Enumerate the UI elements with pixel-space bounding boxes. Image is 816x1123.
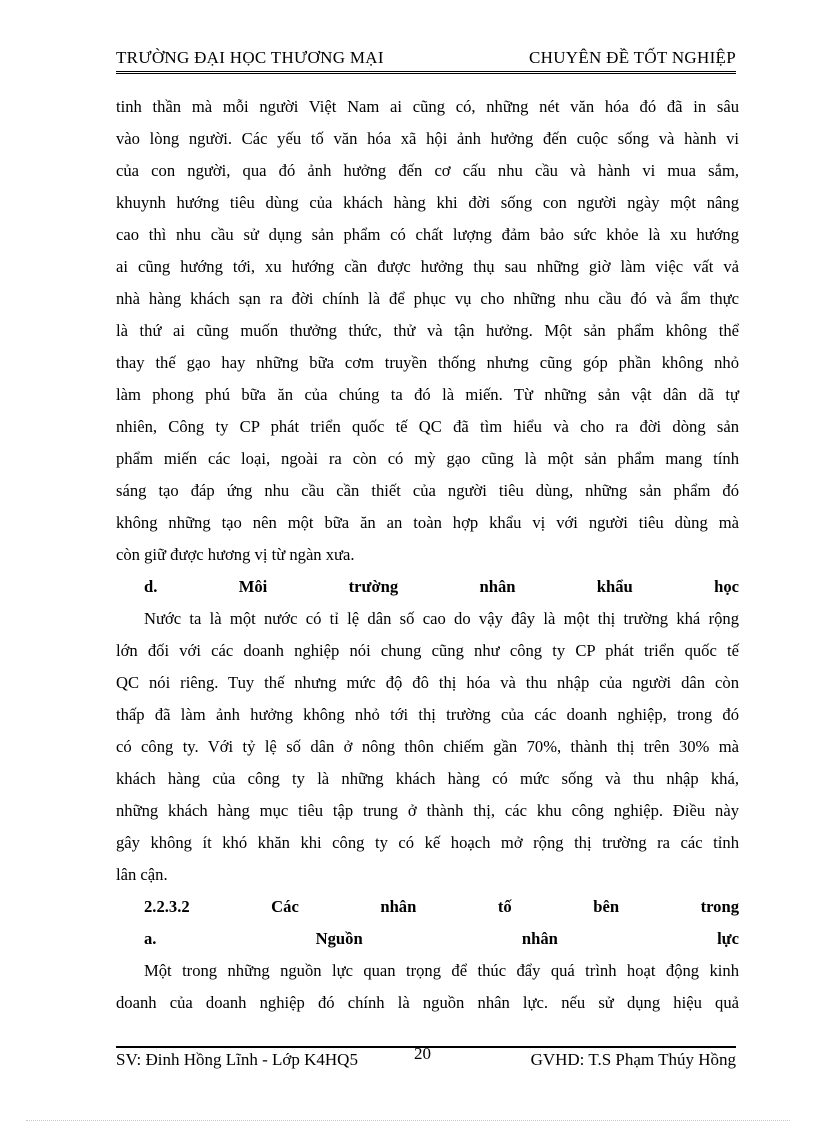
text-line: làm phong phú bữa ăn của chúng ta đó là miến. Từ những sản vật dân dã tự <box>116 385 739 404</box>
text-line: tinh thần mà mỗi người Việt Nam ai cũng có, những nét văn hóa đó đã in sâu <box>116 97 739 116</box>
heading-internal-factors: 2.2.3.2 Các nhân tố bên trong <box>144 897 739 916</box>
paragraph-demographics <box>116 603 739 891</box>
text-line: còn giữ được hương vị từ ngàn xưa. <box>116 545 355 564</box>
text-line: khách hàng của công ty là những khách hàng có mức sống và thu nhập khá, <box>116 769 739 788</box>
text-line: QC nói riêng. Tuy thế nhưng mức độ đô thị hóa và thu nhập của người dân còn <box>116 673 739 692</box>
heading-demographics: d. Môi trường nhân khẩu học <box>144 577 739 596</box>
text-line: của con người, qua đó ảnh hưởng đến cơ cấu nhu cầu và hành vi mua sắm, <box>116 161 739 180</box>
page-edge-divider <box>26 1120 790 1121</box>
heading-human-resources: a. Nguồn nhân lực <box>144 929 739 948</box>
page-footer <box>116 1046 736 1070</box>
text-line: thay thế gạo hay những bữa cơm truyền thống nhưng cũng góp phần không nhỏ <box>116 353 739 372</box>
text-line: cao thì nhu cầu sử dụng sản phẩm có chất lượng đảm bảo sức khỏe là xu hướng <box>116 225 739 244</box>
text-line: lớn đối với các doanh nghiệp nói chung cũng như công ty CP phát triển quốc tế <box>116 641 739 660</box>
header-doc-type: CHUYÊN ĐỀ TỐT NGHIỆP <box>528 48 736 67</box>
text-line: Nước ta là một nước có tỉ lệ dân số cao do vậy đây là một thị trường khá rộng <box>144 609 739 628</box>
page-body <box>116 91 739 1019</box>
text-line: ai cũng hướng tới, xu hướng cần được hưởng thụ sau những giờ làm việc vất vả <box>116 257 739 276</box>
footer-advisor: GVHD: T.S Phạm Thúy Hồng <box>530 1050 736 1069</box>
paragraph-culture <box>116 91 739 571</box>
text-line: không những tạo nên một bữa ăn an toàn hợp khẩu vị với người tiêu dùng mà <box>116 513 739 532</box>
page-number: 20 <box>414 1044 431 1063</box>
text-line: nhà hàng khách sạn ra đời chính là để phục vụ cho những nhu cầu đó và ẩm thực <box>116 289 739 308</box>
text-line: thấp đã làm ảnh hưởng không nhỏ tới thị trường của các doanh nghiệp, trong đó <box>116 705 739 724</box>
text-line: khuynh hướng tiêu dùng của khách hàng khi đời sống con người ngày một nâng <box>116 193 739 212</box>
text-line: lân cận. <box>116 865 168 884</box>
text-line: nhiên, Công ty CP phát triển quốc tế QC đã tìm hiểu và cho ra đời dòng sản <box>116 417 739 436</box>
text-line: sáng tạo đáp ứng nhu cầu cần thiết của người tiêu dùng, những sản phẩm đó <box>116 481 739 500</box>
text-line: Một trong những nguồn lực quan trọng để thúc đẩy quá trình hoạt động kinh <box>144 961 739 980</box>
text-line: là thứ ai cũng muốn thưởng thức, thử và tận hưởng. Một sản phẩm không thể <box>116 321 739 340</box>
text-line: doanh của doanh nghiệp đó chính là nguồn nhân lực. nếu sử dụng hiệu quả <box>116 993 739 1012</box>
paragraph-human-resources <box>116 955 739 1019</box>
footer-student: SV: Đinh Hồng Lĩnh - Lớp K4HQ5 <box>116 1050 358 1069</box>
page-header <box>116 48 736 74</box>
text-line: có công ty. Với tỷ lệ số dân ở nông thôn chiếm gần 70%, thành thị trên 30% mà <box>116 737 739 756</box>
text-line: những khách hàng mục tiêu tập trung ở thành thị, các khu công nghiệp. Điều này <box>116 801 739 820</box>
text-line: gây không ít khó khăn khi công ty có kế hoạch mở rộng thị trường ra các tỉnh <box>116 833 739 852</box>
text-line: vào lòng người. Các yếu tố văn hóa xã hội ảnh hưởng đến cuộc sống và hành vi <box>116 129 739 148</box>
header-university: TRƯỜNG ĐẠI HỌC THƯƠNG MẠI <box>116 48 384 67</box>
text-line: phẩm miến các loại, ngoài ra còn có mỳ gạo cũng là một sản phẩm mang tính <box>116 449 739 468</box>
